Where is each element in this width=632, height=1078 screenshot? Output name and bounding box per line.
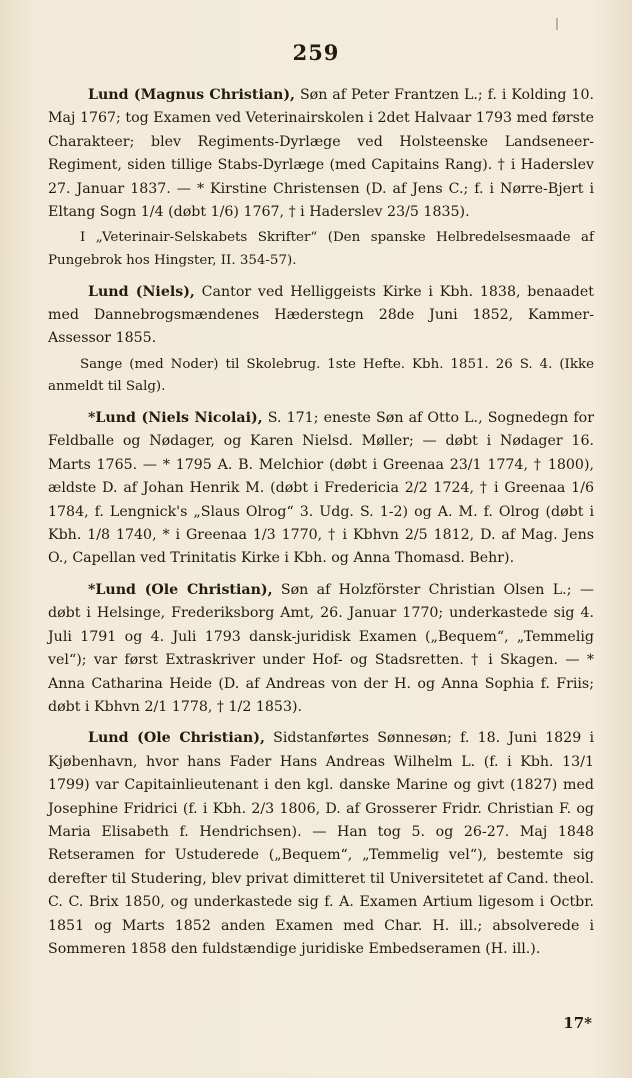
entry-body: Sidstanførtes Sønnesøn; f. 18. Juni 1829 i Kjøbenhavn, hvor hans Fader Hans Andreas Wilhelm L. (f. i Kbh. 13/1 1799) var Capitainlieutenant i den kgl. danske Marine og givt (1827) med Josephine Fridrici (f. i Kbh. 2/3 1806, D. af Grosserer Fridr. Christian F. og Maria Elisabeth f. Hendrichsen). — Han tog 5. og 26-27. Maj 1848 Retseramen for Ustuderede („Bequem“, „Temmelig vel“), bestemte sig derefter til Studering, blev privat dimitteret til Universitetet af Cand. theol. C. C. Brix 1850, og underkastede sig f. A. Examen Artium ligesom i Octbr. 1851 og Marts 1852 anden Examen med Char. H. ill.; absolverede i Sommeren 1858 den fuldstændige juridiske Embedseramen (H. ill.). (48, 730, 594, 957)
entry-note: I „Veterinair-Selskabets Skrifter“ (Den spanske Helbredelsesmaade af Pungebrok hos Hingster, II. 354-57). (48, 230, 594, 269)
entry-body: Cantor ved Helliggeists Kirke i Kbh. 1838, benaadet med Dannebrogsmændenes Hæderstegn 28de Juni 1852, Kammer-Assessor 1855. (48, 283, 594, 347)
entry-text (48, 407, 594, 571)
entry-text (48, 727, 594, 961)
entry-note: Sange (med Noder) til Skolebrug. 1ste Hefte. Kbh. 1851. 26 S. 4. (Ikke anmeldt til Salg). (48, 356, 594, 395)
entry-text (48, 579, 594, 719)
entry-magnus-christian (48, 84, 594, 273)
page-mark (556, 18, 558, 30)
entry-text (48, 281, 594, 351)
entry-niels-nicolai (48, 407, 594, 571)
entry-ole-christian-senior (48, 579, 594, 719)
entries-list (48, 84, 594, 969)
entry-body: S. 171; eneste Søn af Otto L., Sognedegn for Feldballe og Nødager, og Karen Nielsd. Møller; — døbt i Nødager 16. Marts 1765. — * 1795 A. B. Melchior (døbt i Greenaa 23/1 1774, † 1800), ældste D. af Johan Henrik M. (døbt i Fredericia 2/2 1724, † i Greenaa 1/6 1784, f. Lengnick's „Slaus Olrog“ 3. Udg. S. 1-2) og A. M. f. Olrog (døbt i Kbh. 1/8 1740, * i Greenaa 1/3 1770, † i Kbhvn 2/5 1812, D. af Mag. Jens O., Capellan ved Trinitatis Kirke i Kbh. og Anna Thomasd. Behr). (48, 410, 594, 567)
signature-mark: 17* (563, 1014, 592, 1032)
entry-niels (48, 281, 594, 399)
entry-headword: Lund (Niels), (88, 283, 195, 300)
entry-body: Søn af Holzförster Christian Olsen L.; — døbt i Helsinge, Frederiksborg Amt, 26. Januar 1770; underkastede sig 4. Juli 1791 og 4. Juli 1793 dansk-juridisk Examen („Bequem“, „Temmelig vel“); var først Extraskriver under Hof- og Stadsretten. † i Skagen. — * Anna Catharina Heide (D. af Andreas von der H. og Anna Sophia f. Friis; døbt i Kbhvn 2/1 1778, † 1/2 1853). (48, 581, 595, 715)
page-number: 259 (292, 40, 340, 65)
entry-headword: Lund (Magnus Christian), (88, 87, 295, 103)
entry-text (48, 84, 594, 224)
entry-headword: *Lund (Ole Christian), (88, 581, 273, 598)
entry-headword: *Lund (Niels Nicolai), (88, 410, 263, 427)
entry-body: Søn af Peter Frantzen L.; f. i Kolding 10. Maj 1767; tog Examen ved Veterinairskolen i 2det Halvaar 1793 med første Charakteer; blev Regiments-Dyrlæge ved Holsteenske Landseneer-Regiment, siden tillige Stabs-Dyrlæge (med Capitains Rang). † i Haderslev 27. Januar 1837. — * Kirstine Christensen (D. af Jens C.; f. i Nørre-Bjert i Eltang Sogn 1/4 (døbt 1/6) 1767, † i Haderslev 23/5 1835). (48, 87, 594, 221)
entry-ole-christian-junior (48, 727, 594, 961)
entry-headword: Lund (Ole Christian), (88, 730, 265, 747)
